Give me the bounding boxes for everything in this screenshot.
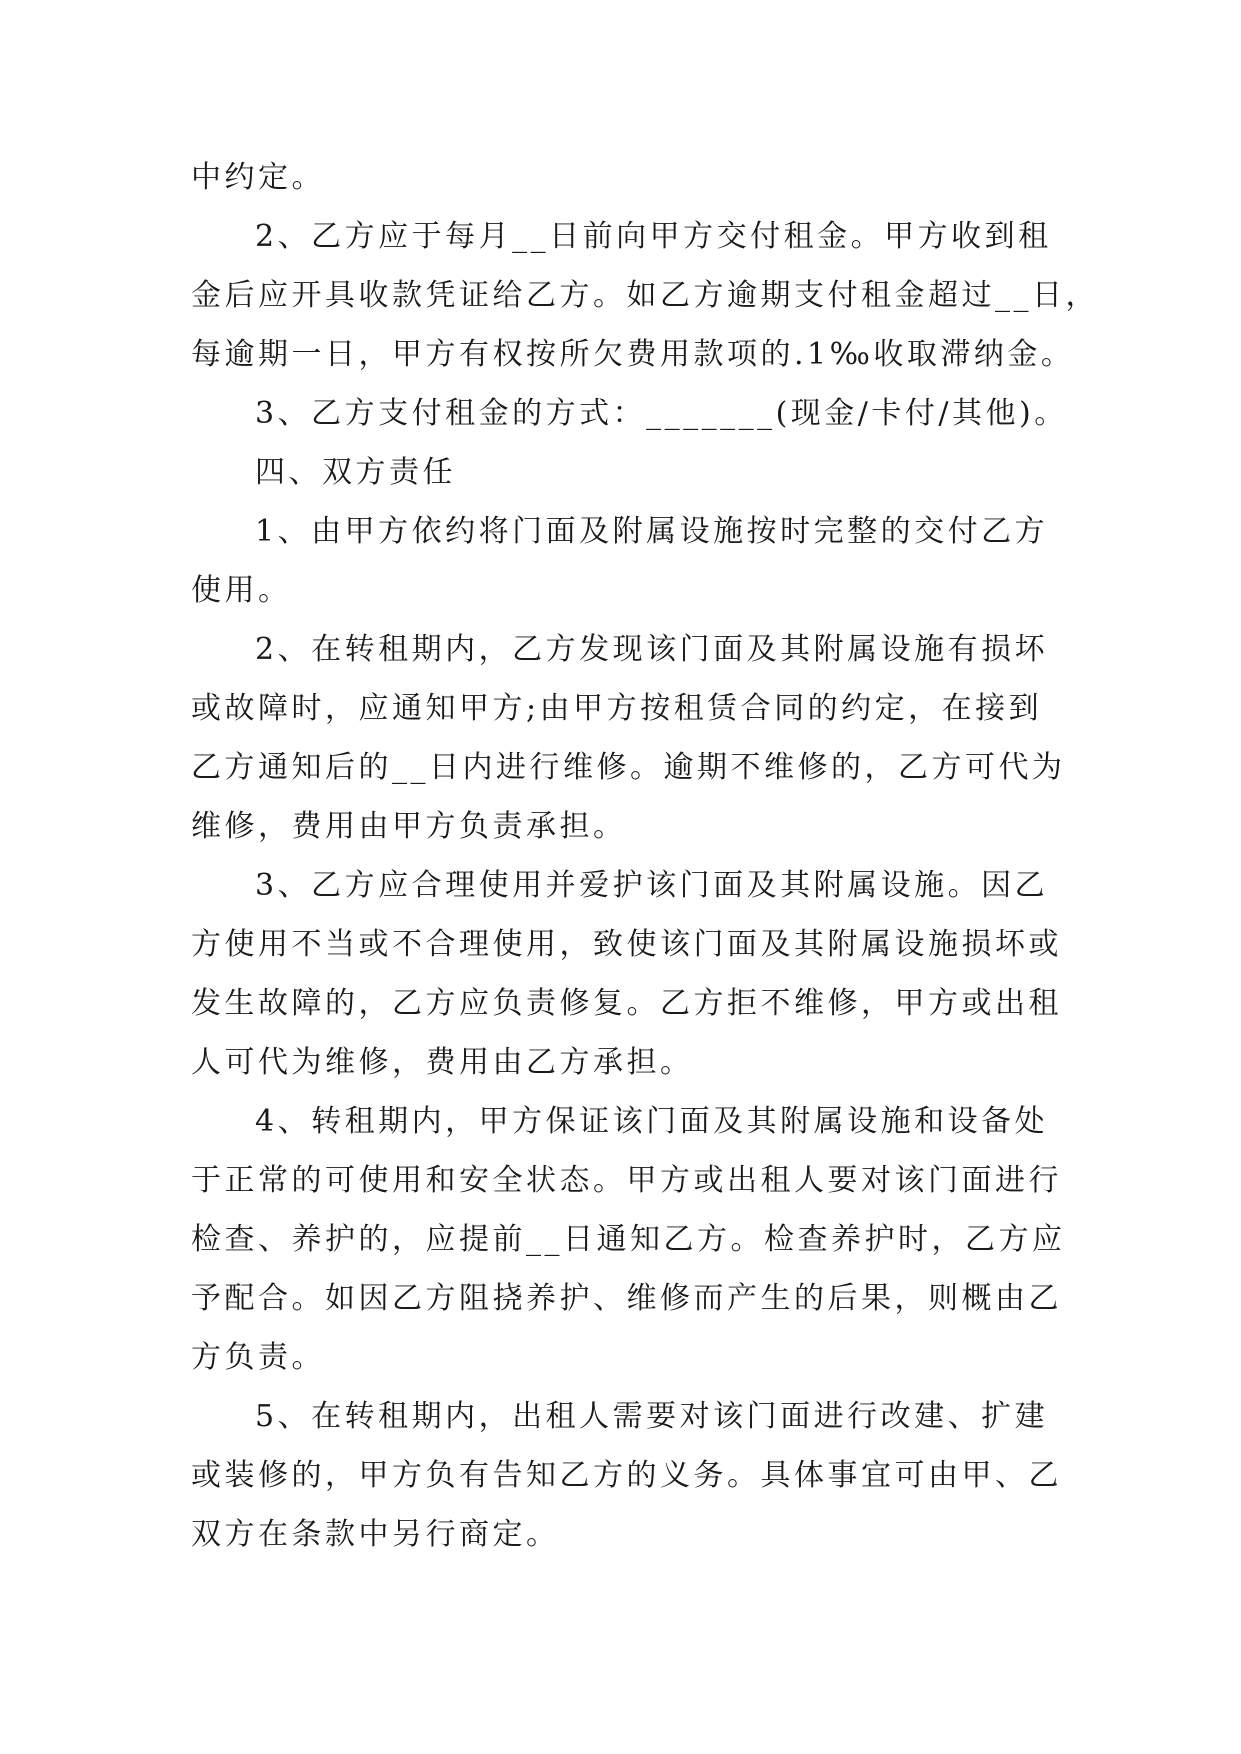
text-line: 予配合。如因乙方阻挠养护、维修而产生的后果，则概由乙 (191, 1281, 1062, 1316)
text-line: 或装修的，甲方负有告知乙方的义务。具体事宜可由甲、乙 (191, 1458, 1062, 1493)
text-line: 金后应开具收款凭证给乙方。如乙方逾期支付租金超过__日， (191, 278, 1099, 313)
text-line: 维修，费用由甲方负责承担。 (191, 809, 627, 844)
text-line: 方使用不当或不合理使用，致使该门面及其附属设施损坏或 (191, 927, 1062, 962)
text-line: 1、由甲方依约将门面及附属设施按时完整的交付乙方 (255, 514, 1049, 549)
text-line: 或故障时，应通知甲方;由甲方按租赁合同的约定，在接到 (191, 691, 1043, 726)
text-line: 方负责。 (191, 1340, 325, 1375)
text-line: 双方在条款中另行商定。 (191, 1517, 560, 1552)
text-line: 检查、养护的，应提前__日通知乙方。检查养护时，乙方应 (191, 1222, 1066, 1257)
document-body (191, 148, 1099, 1564)
text-line: 使用。 (191, 573, 292, 608)
text-line: 发生故障的，乙方应负责修复。乙方拒不维修，甲方或出租 (191, 986, 1062, 1021)
text-line: 人可代为维修，费用由乙方承担。 (191, 1045, 694, 1080)
text-line: 2、在转租期内，乙方发现该门面及其附属设施有损坏 (255, 632, 1049, 667)
text-line: 中约定。 (191, 160, 325, 195)
text-line: 于正常的可使用和安全状态。甲方或出租人要对该门面进行 (191, 1163, 1062, 1198)
text-line: 4、转租期内，甲方保证该门面及其附属设施和设备处 (255, 1104, 1049, 1139)
text-line: 每逾期一日，甲方有权按所欠费用款项的.1‰收取滞纳金。 (191, 337, 1075, 372)
text-line: 3、乙方应合理使用并爱护该门面及其附属设施。因乙 (255, 868, 1049, 903)
text-line: 3、乙方支付租金的方式：_______(现金/卡付/其他)。 (255, 396, 1068, 431)
text-line: 2、乙方应于每月__日前向甲方交付租金。甲方收到租 (255, 219, 1052, 254)
text-line: 乙方通知后的__日内进行维修。逾期不维修的，乙方可代为 (191, 750, 1066, 785)
text-line: 5、在转租期内，出租人需要对该门面进行改建、扩建 (255, 1399, 1049, 1434)
section-heading: 四、双方责任 (255, 455, 456, 490)
